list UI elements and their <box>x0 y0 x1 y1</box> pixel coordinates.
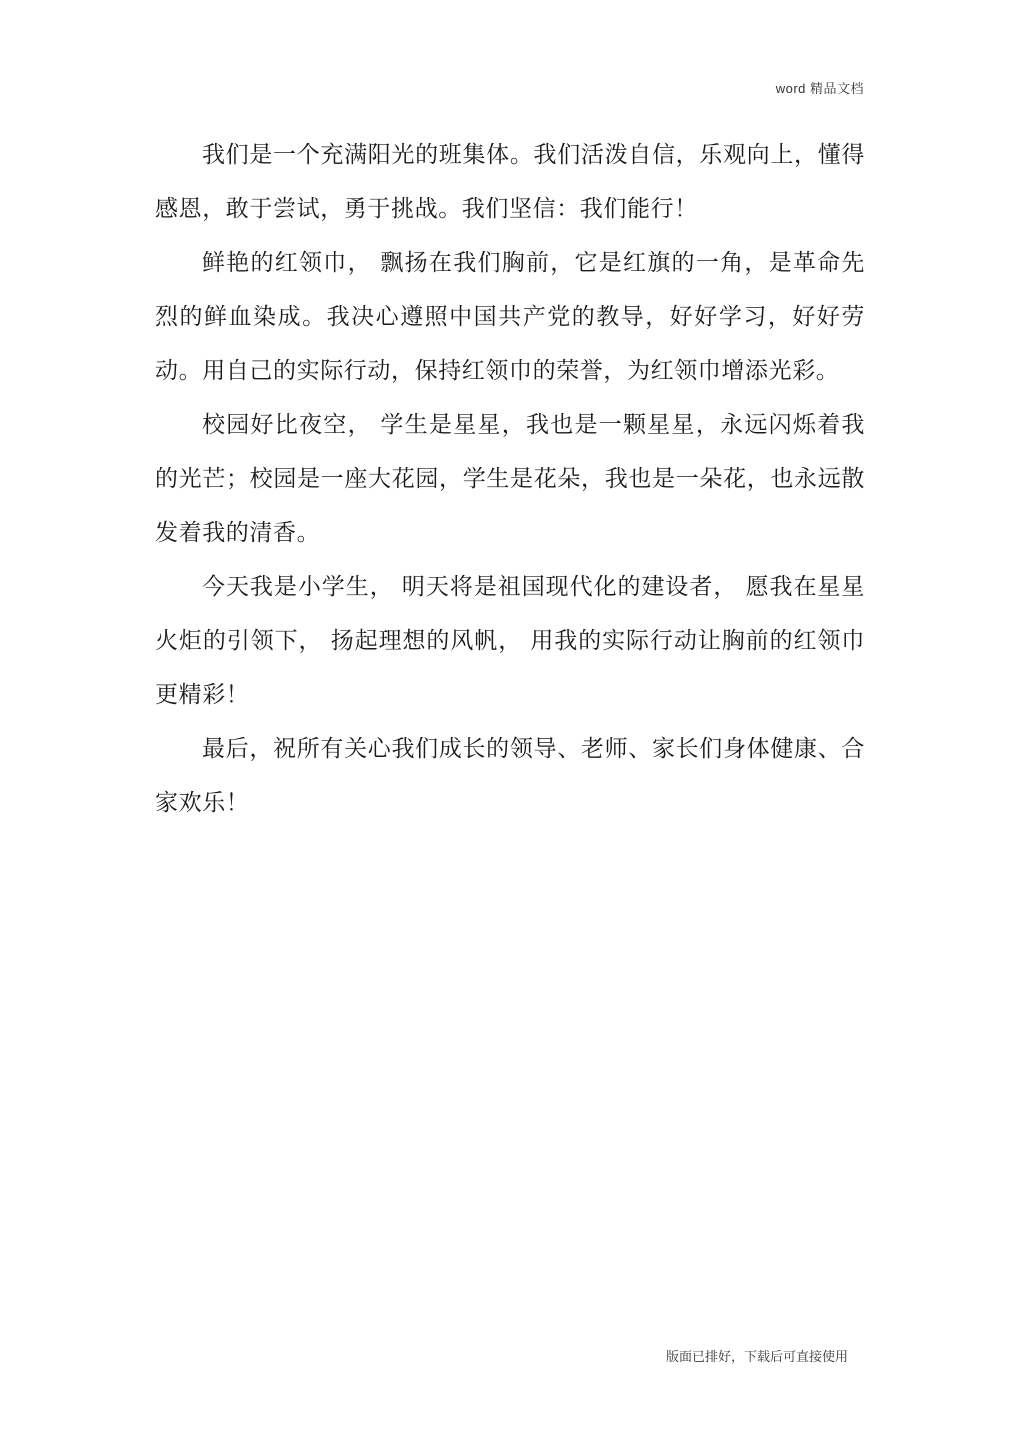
page-header: word 精品文档 <box>775 81 864 96</box>
paragraph-4: 今天我是小学生， 明天将是祖国现代化的建设者， 愿我在星星火炬的引领下， 扬起理想的风帆， 用我的实际行动让胸前的红领巾更精彩！ <box>155 574 865 708</box>
page-footer: 版面已排好，下载后可直接使用 <box>665 1350 848 1365</box>
document-body <box>155 128 865 830</box>
paragraph-1: 我们是一个充满阳光的班集体。我们活泼自信，乐观向上，懂得感恩，敢于尝试，勇于挑战。我们坚信：我们能行！ <box>155 142 865 222</box>
paragraph-2: 鲜艳的红领巾， 飘扬在我们胸前，它是红旗的一角，是革命先烈的鲜血染成。我决心遵照中国共产党的教导，好好学习，好好劳动。用自己的实际行动，保持红领巾的荣誉，为红领巾增添光彩。 <box>155 250 865 384</box>
paragraph-5: 最后，祝所有关心我们成长的领导、老师、家长们身体健康、合家欢乐！ <box>155 736 865 816</box>
paragraph-3: 校园好比夜空， 学生是星星，我也是一颗星星，永远闪烁着我的光芒；校园是一座大花园，学生是花朵，我也是一朵花，也永远散发着我的清香。 <box>155 412 865 546</box>
